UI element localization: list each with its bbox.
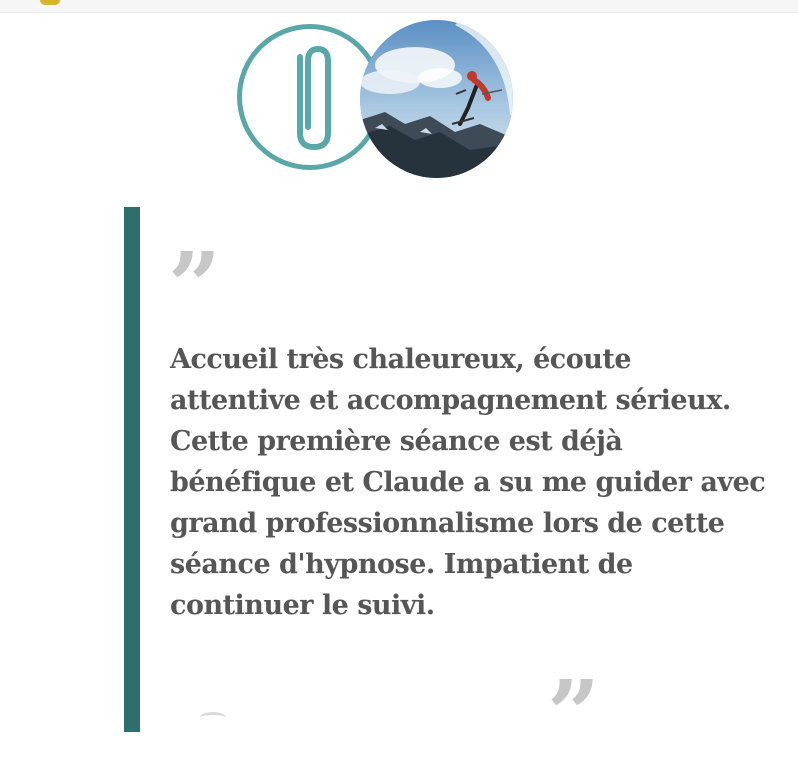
open-quote-icon: ” <box>168 232 217 340</box>
skier-photo <box>360 20 513 178</box>
testimonial-text: Accueil très chaleureux, écoute attentive et accompagnement sérieux. Cette première séance est déjà bénéfique et Claude a su me guider avec grand professionnalisme lors de cette séance d'hypnose. Impatient de continuer le suivi. <box>170 344 766 621</box>
top-strip <box>0 0 798 13</box>
quote-accent-bar <box>124 207 140 732</box>
paperclip-icon <box>242 29 378 165</box>
close-quote-icon: ” <box>547 660 596 768</box>
bottom-decoration <box>200 712 226 723</box>
logo-accent <box>40 0 60 5</box>
